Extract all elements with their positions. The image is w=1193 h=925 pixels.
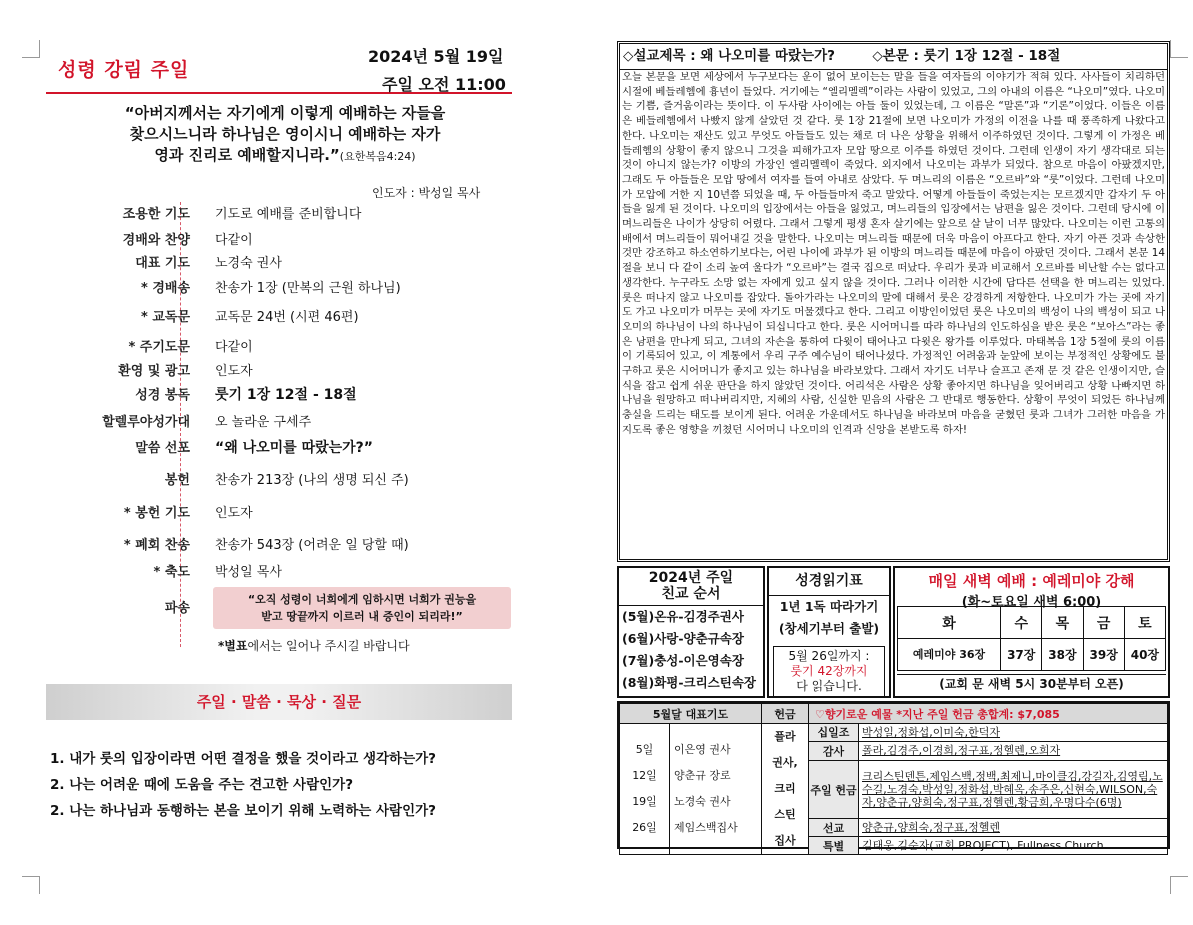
offering-names: 김태웅,김순자(교회 PROJECT), Fullness Church <box>859 837 1168 855</box>
question-2: 2. 나는 어려운 때에 도움을 주는 견고한 사람인가? <box>50 777 354 793</box>
offering-names: 폴라,김경주,이경희,정구표,정헬렌,오희자 <box>859 741 1168 760</box>
verse-line-3: 영과 진리로 예배할지니라.” <box>154 146 340 164</box>
fellowship-item: (5월)온유-김경주권사 <box>622 609 744 624</box>
order-label: 대표 기도 <box>135 256 190 271</box>
order-row <box>40 384 510 404</box>
flower-line: 크리 <box>774 782 796 795</box>
dawn-service-note: (교회 문 새벽 5시 30분부터 오픈) <box>897 674 1166 694</box>
order-label: 파송 <box>164 601 190 616</box>
note-text: 에서는 일어나 주시길 바랍니다 <box>247 639 410 653</box>
order-value: 오 놀라운 구세주 <box>215 415 312 430</box>
service-date: 2024년 5월 19일 <box>368 47 504 66</box>
order-label: * 봉헌 기도 <box>123 506 190 521</box>
fellowship-title-2: 친교 순서 <box>661 586 721 602</box>
day-cell: 목 <box>1042 607 1083 639</box>
bible-reading-line-2: (창세기부터 출발) <box>778 621 880 636</box>
order-row <box>40 534 510 554</box>
offering-names: 양춘규,양희숙,정구표,정헬렌 <box>859 819 1168 837</box>
prayer-day: 26일 <box>632 821 657 834</box>
offering-names: 박성일,정화섭,이미숙,한덕자 <box>859 724 1168 742</box>
order-value: “왜 나오미를 따랐는가?” <box>215 440 373 456</box>
order-label: * 주기도문 <box>128 340 190 355</box>
order-value: 노경숙 권사 <box>215 256 282 271</box>
flower-line: 집사 <box>774 834 796 847</box>
order-label: * 경배송 <box>141 281 190 296</box>
verse-line-2: 찾으시느니라 하나님은 영이시니 예배하는 자가 <box>129 125 441 143</box>
order-value: 교독문 24번 (시편 46편) <box>215 310 359 325</box>
service-time: 주일 오전 11:00 <box>382 75 506 94</box>
offering-category: 특별 <box>809 837 859 855</box>
order-label: * 축도 <box>153 565 190 580</box>
fellowship-item: (8월)화평-크리스틴속장 <box>622 675 756 690</box>
order-row <box>40 502 510 522</box>
offering-category: 선교 <box>809 819 859 837</box>
chapter-cell: 37장 <box>1001 639 1042 671</box>
order-label: 성경 봉독 <box>135 388 190 403</box>
worship-leader: 인도자 : 박성일 목사 <box>372 186 481 200</box>
order-value: 찬송가 213장 (나의 생명 되신 주) <box>215 473 409 488</box>
day-cell: 금 <box>1083 607 1124 639</box>
givings-header <box>809 704 1168 724</box>
prayer-name: 양춘규 장로 <box>674 769 731 782</box>
order-value: 찬송가 1장 (만복의 근원 하나님) <box>215 281 401 296</box>
page-title: 성령 강림 주일 <box>58 59 190 81</box>
offering-names: 크리스틴덴튼,제임스백,정백,최제니,마이클김,강길자,김영림,노수길,노경숙,박성일,정화섭,박혜옥,송주은,신현숙,WILSON,숙자,양춘규,양희숙,정구표,정헬렌,황금희,우명다수(6명) <box>859 760 1168 819</box>
day-cell: 화 <box>898 607 1001 639</box>
note-star: *별표 <box>218 639 248 653</box>
crop-mark-bottom-left <box>22 876 40 894</box>
order-value: 인도자 <box>215 364 253 379</box>
sermon-header <box>620 44 1167 70</box>
prayer-name: 노경숙 권사 <box>674 795 731 808</box>
chapter-cell: 39장 <box>1083 639 1124 671</box>
bible-reading-goal <box>773 646 885 697</box>
prayer-day: 19일 <box>632 795 657 808</box>
bible-reading-line-1: 1년 1독 따라가기 <box>779 599 879 614</box>
prayer-days <box>620 724 670 855</box>
offering-table <box>619 703 1168 855</box>
sermon-text-label: ◇본문 : <box>872 48 919 64</box>
day-cell: 수 <box>1001 607 1042 639</box>
order-value: 다같이 <box>215 233 253 248</box>
day-cell: 토 <box>1124 607 1165 639</box>
dawn-service-title: 매일 새벽 예배 : 예레미야 강해 <box>928 572 1135 590</box>
order-label: 봉헌 <box>164 473 190 488</box>
chapter-cell: 예레미야 36장 <box>898 639 1001 671</box>
standing-note <box>218 637 410 654</box>
order-label: 경배와 찬양 <box>122 233 190 248</box>
flower-line: 플라 <box>774 730 796 743</box>
sermon-title-label: ◇설교제목 : <box>623 48 696 64</box>
prayer-day: 5일 <box>635 743 654 756</box>
offering-category: 십일조 <box>809 724 859 742</box>
offering-box <box>617 701 1170 853</box>
sending-verse-box <box>213 587 511 629</box>
dawn-service-table <box>897 606 1166 671</box>
crop-mark-bottom-right <box>1170 876 1188 894</box>
order-row <box>40 360 510 380</box>
order-value: 박성일 목사 <box>215 565 282 580</box>
chapter-cell: 38장 <box>1042 639 1083 671</box>
fellowship-box <box>617 566 765 698</box>
order-label: 환영 및 광고 <box>118 364 190 379</box>
goal-line-2: 룻기 42장까지 <box>790 664 868 678</box>
sending-line-2: 받고 땅끝까지 이르러 내 증인이 되리라!” <box>261 610 463 623</box>
order-value: 다같이 <box>215 340 253 355</box>
meditation-banner: 주일 · 말씀 · 묵상 · 질문 <box>46 684 512 720</box>
question-3: 2. 나는 하나님과 동행하는 본을 보이기 위해 노력하는 사람인가? <box>50 803 436 819</box>
order-row <box>40 437 510 457</box>
order-value: 찬송가 543장 (어려운 일 당할 때) <box>215 538 409 553</box>
crop-mark-top-left <box>22 40 40 58</box>
order-value: 인도자 <box>215 506 253 521</box>
prayer-day: 12일 <box>632 769 657 782</box>
prayer-names <box>670 724 762 855</box>
order-label: 말씀 선포 <box>135 441 190 456</box>
order-label: 조용한 기도 <box>122 207 190 222</box>
dawn-service-schedule: (화~토요일 새벽 6:00) <box>961 595 1102 610</box>
fellowship-header <box>619 568 763 606</box>
bible-reading-title: 성경읽기표 <box>769 568 889 596</box>
verse-line-1: “아버지께서는 자기에게 이렇게 예배하는 자들을 <box>124 104 446 122</box>
order-row <box>40 336 510 356</box>
order-row <box>40 561 510 581</box>
order-row <box>40 229 510 249</box>
flower-donor <box>762 724 809 855</box>
prayer-header: 5월달 대표기도 <box>620 704 762 724</box>
order-value: 룻기 1장 12절 - 18절 <box>215 387 357 403</box>
order-row <box>40 411 510 431</box>
order-label: * 교독문 <box>141 310 190 325</box>
flower-line: 권사, <box>772 756 798 769</box>
sermon-body: 오늘 본문을 보면 세상에서 누구보다는 운이 없어 보이는는 말을 들을 여자들의 이야기가 적혀 있다. 사사들이 치리하던 시절에 베들레헴에 흉년이 들었다. 거기에는 “엘리멜렉”이라는 사람이 있었고, 그의 아내의 이름은 “나오미”였다. 나오미는 기쁨, 즐거움이라는 뜻이다. 이 두사람 사이에는 아들 둘이 있었는데, 그 이름은 “말론”과 “기론”이었다. 이들은 이름은 베들레헴에서 나빴지 않게 살았던 것 같다. 룻 1장 21절에 보면 나오미가 가정의 이전을 나를 때 풍족하게 나왔다고 한다. 나오미는 재산도 있고 무엇도 아들들도 있는 채로 더 나은 상황을 위해서 이주하였던 것이다. 그렇게 이 가정은 베들레헴의 상황이 좋지 않으니 그것을 피해가고자 모압 땅으로 이주를 하였던 것이다. 그런데 인생이 자기 생각대로 되는 것이 아니지 않는가? 이방의 가장인 엘리멜렉이 죽었다. 외지에서 나오미는 과부가 되었다. 참으로 마음이 아팠겠지만, 그래도 두 아들들은 모압 땅에서 여자를 들여 아내로 삼았다. 두 며느리의 이름은 “오르바”와 “룻”이었다. 그런데 나오미가 모압에 거한 지 10년쯤 되었을 때, 두 아들들마저 죽고 말았다. 어떻게 아들들이 죽었는지는 모르겠지만 갑자기 두 아들을 잃게 된 것이다. 나오미의 입장에서는 아들을 잃었고, 며느리들의 입장에서는 남편을 잃은 것이다. 그런데 당시에 이 며느리들은 나이가 상당히 어렸다. 그래서 그렇게 평생 혼자 살기에는 앞으로 살 날이 너무 많았다. 나오미는 이런 고통의 배에서 며느리들이 뭐어내길 것을 말한다. 나오미는 며느리들 때문에 더욱 마음이 아프다고 한다. 자기 아픈 것과 속상한 것만 강조하고 하소연하기보다는, 어린 나이에 과부가 된 이방의 며느리들 때문에 마음이 아팠던 것이다. 그래서 본문 14절을 보니 다 같이 소리 높여 울다가 “오르바”는 결국 집으로 떠났다. 우리가 룻과 비교해서 오르바를 비난할 수는 없다고 생각한다. 누구라도 소망 없는 자에게 있고 싶지 않을 것이다. 그러나 이러한 시간에 답다른 선택을 한 며느리는 있었다. 룻은 떠나지 않고 나오미를 잡았다. 돌아가라는 나오미의 말에 대해서 룻은 강경하게 저항한다. 나오미가 가는 곳에 자기도 가고 나오미가 머무는 곳에 자기도 머물겠다고 한다. 그리고 이방인이었던 룻은 나오미의 백성이 나의 백성이 되고 나오미의 하나님이 나의 하나님이 되십니다고 한다. 룻은 시어머니를 따라 하나님의 인도하심을 받은 룻은 “보아스”라는 좋은 남편을 만나게 되고, 그녀의 자손을 통하여 다윗이 태어나고 다윗은 왕가를 이루었다. 마태복음 1장 5절에 룻의 이름이 기록되어 있고, 이 계통에서 우리 구주 예수님이 태어나셨다. 가정적인 어려움과 눈앞에 보이는 부정적인 상황에도 불구하고 룻은 시어머니가 좋지고 있는 하나님을 바라보았다. 그래서 자기도 너무나 슬프고 존재 문 것 같은 인생이지만, 슬식을 잡고 쉽게 쉬운 판단을 하지 않았던 것이다. 어리석은 사람은 상황 좋아지면 하나님을 잊어버리고 상황 나빠지면 하나님을 원망하고 떠나버리지만, 지혜의 사람, 신실한 믿음의 사람은 그 반대로 행동한다. 상황이 무엇이 되었든 하나님께 충실을 드리는 태도를 보이게 된다. 어려운 가운데서도 하나님을 바라보며 마음을 굳혔던 룻과 그녀가 그러한 마음을 가지도록 좋은 영향을 끼쳤던 시어머니 나오미의 인격과 신앙을 본받도록 하자! <box>622 71 1165 436</box>
flower-line: 스틴 <box>774 808 796 821</box>
fellowship-item: (6월)사랑-양춘규속장 <box>622 631 744 646</box>
order-label: * 폐회 찬송 <box>123 538 190 553</box>
order-label: 할렐루야성가대 <box>102 415 190 430</box>
dawn-service-box <box>893 566 1170 698</box>
order-row <box>40 203 510 223</box>
prayer-name: 이은영 권사 <box>674 743 731 756</box>
order-row <box>40 252 510 272</box>
chapter-cell: 40장 <box>1124 639 1165 671</box>
verse-reference: (요한복음4:24) <box>339 150 416 163</box>
bible-reading-box <box>767 566 891 698</box>
goal-line-3: 다 읽습니다. <box>796 679 862 693</box>
question-1: 1. 내가 룻의 입장이라면 어떤 결정을 했을 것이라고 생각하는가? <box>50 751 436 767</box>
goal-line-1: 5월 26일까지 : <box>788 649 870 663</box>
theme-verse <box>70 103 500 167</box>
order-row <box>40 469 510 489</box>
fellowship-item: (7월)충성-이은영속장 <box>622 653 744 668</box>
flower-header: 헌금 <box>762 704 809 724</box>
sermon-text: 룻기 1장 12절 - 18절 <box>923 48 1061 64</box>
offering-category: 감사 <box>809 741 859 760</box>
sermon-box <box>617 41 1170 562</box>
crop-mark-top-right <box>1170 40 1188 58</box>
fellowship-title-1: 2024년 주일 <box>648 570 734 586</box>
sermon-title: 왜 나오미를 따랐는가? <box>700 48 835 64</box>
prayer-name: 제임스백집사 <box>674 821 738 834</box>
order-value: 기도로 예배를 준비합니다 <box>215 207 362 222</box>
offering-category: 주일 헌금 <box>809 760 859 819</box>
sending-line-1: “오직 성령이 너희에게 임하시면 너희가 권능을 <box>247 593 477 606</box>
order-row <box>40 306 510 326</box>
order-row <box>40 277 510 297</box>
givings-header-text: ♡향기로운 예물 *지난 주일 헌금 총합계: $7,085 <box>815 707 1060 721</box>
